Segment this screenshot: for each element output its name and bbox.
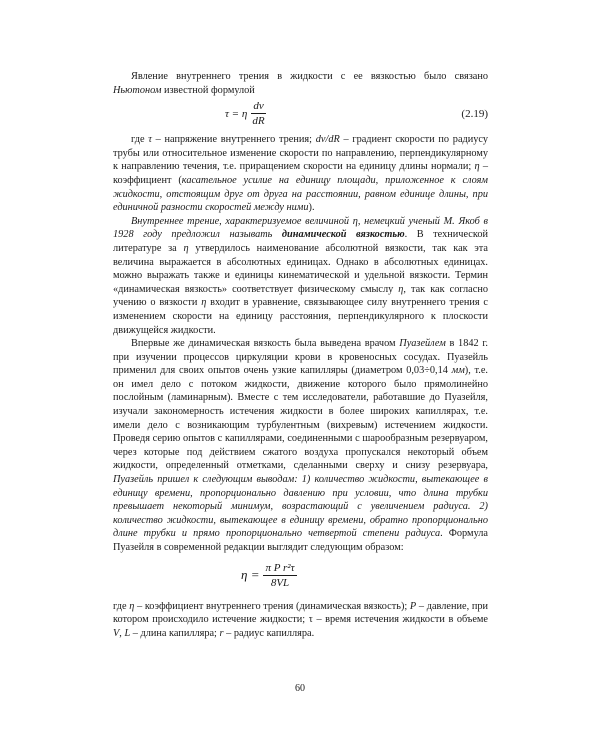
- formula-body: [225, 100, 266, 127]
- text-italic: dv/dR: [315, 134, 340, 146]
- text-italic: η: [129, 600, 135, 612]
- text-italic: r: [219, 627, 224, 639]
- formula-body: [241, 562, 297, 589]
- text: – радиус капилляра.: [223, 627, 315, 639]
- text-italic: η: [474, 161, 480, 173]
- text: – коэффициент (: [113, 161, 488, 186]
- text: . В технической литературе за: [113, 229, 488, 254]
- text-italic: Ньютоном: [113, 84, 162, 96]
- fraction-numerator: π P r²τ: [265, 561, 295, 574]
- formula-fraction: [263, 562, 296, 589]
- text: где: [113, 600, 130, 612]
- text-bold-italic: динамической вязкостью: [281, 229, 405, 241]
- text-italic: τ: [148, 134, 152, 146]
- paragraph-intro: [113, 70, 488, 97]
- text: в 1842 г. при изучении процессов циркуляции крови в кровеносных сосудах. Пуазейль применил для своих опытов очень узкие капилляры (диаметром 0,03÷0,14: [113, 338, 488, 377]
- text: – коэффициент внутреннего трения (динамическая вязкость);: [134, 600, 410, 612]
- text: ), т.е. он имел дело с потоком жидкости, движение которого было прямолинейно послойным (ламинарным). Вместе с тем исследователи, работавшие до Пуазейля, изучали закономерность истечения жидкости в более широких капиллярах, т.е. имели дело с возникающим турбулентным (вихревым) истечением жидкости. Проведя серию опытов с капиллярами, соединенными с шарообразным резервуаром, через которые под действием сжатого воздуха пропускался некоторый объем жидкости, определенный отметками, сделанными сверху и снизу резервуара,: [113, 365, 488, 472]
- text-column: [113, 70, 488, 640]
- text-italic: η: [398, 283, 404, 295]
- text: – давление, при котором происходило истечение жидкости; τ – время истечения жидкости в объеме: [113, 600, 488, 626]
- text: – длина капилляра;: [130, 627, 220, 639]
- text-italic: L: [124, 627, 131, 639]
- text-italic: Внутреннее трение, характеризуемое величиной η, немецкий ученый М. Якоб в 1928 году предложил называть: [113, 215, 488, 241]
- paragraph-legend: [113, 600, 488, 641]
- text: Впервые же динамическая вязкость была выведена врачом: [131, 338, 400, 350]
- formula-poiseuille: [113, 560, 488, 598]
- text: где: [131, 134, 149, 146]
- fraction-denominator: 8VL: [270, 576, 290, 589]
- text: известной формулой: [161, 84, 255, 96]
- paragraph-poiseuille: [113, 337, 488, 555]
- text-italic: Пуазейль пришел к следующим выводам: 1) количество жидкости, вытекающее в единицу времени, пропорционально давлению при условии, что длина трубки превышает некоторый минимум, возрастающий с увеличением радиуса. 2) количество жидкости, вытекающее в единицу времени, обратно пропорционально длине трубки и прямо пропорционально четвертой степени радиуса: [113, 474, 488, 540]
- formula-lhs: τ = η: [225, 107, 248, 120]
- formula-fraction: [251, 100, 265, 127]
- text: , так как согласно учению о вязкости: [113, 283, 488, 309]
- text: – градиент скорости по радиусу трубы или относительное изменение скорости по направлению, перпендикулярному к направлению течения, т.е. приращением скорости на единицу длины нормали;: [113, 134, 489, 173]
- text-italic: P: [409, 600, 417, 612]
- text: Явление внутреннего трения в жидкости с ее вязкостью было связано: [131, 71, 488, 82]
- paragraph-definitions: [113, 133, 488, 215]
- fraction-denominator: dR: [252, 115, 265, 128]
- text-italic: касательное усилие на единицу площади, приложенное к слоям жидкости, отстоящим друг от друга на расстоянии, равном единице длины, при единичной разности скоростей между ними: [113, 174, 488, 214]
- text-italic: мм: [451, 365, 465, 377]
- text: – напряжение внутреннего трения;: [151, 134, 316, 146]
- text: входит в уравнение, связывающее силу внутреннего трения с изменением скорости на единицу расстояния, перпендикулярного к плоскости движущейся жидкости.: [113, 297, 488, 336]
- equation-number: (2.19): [461, 108, 488, 121]
- text: ,: [119, 627, 125, 639]
- fraction-numerator: dv: [253, 100, 264, 113]
- text: . Формула Пуазейля в современной редакции выглядит следующим образом:: [113, 528, 488, 553]
- text-italic: Пуазейлем: [399, 338, 446, 350]
- formula-2-19: [113, 100, 488, 130]
- text-italic: V: [113, 627, 120, 639]
- formula-lhs: η =: [241, 567, 260, 583]
- text: ).: [308, 202, 315, 214]
- page-number: 60: [295, 683, 305, 694]
- text-italic: η: [183, 242, 189, 254]
- text: утвердилось наименование абсолютной вязкости, так как эта величина выражается в абсолютных единицах. Однако в абсолютных единицах. можно выражать также и единицы кинематической и удельной вязкости. Термин «динамическая вязкость» соответствует физическому смыслу: [113, 242, 488, 295]
- text-italic: η: [201, 297, 207, 309]
- paragraph-dynamic-viscosity: [113, 215, 488, 337]
